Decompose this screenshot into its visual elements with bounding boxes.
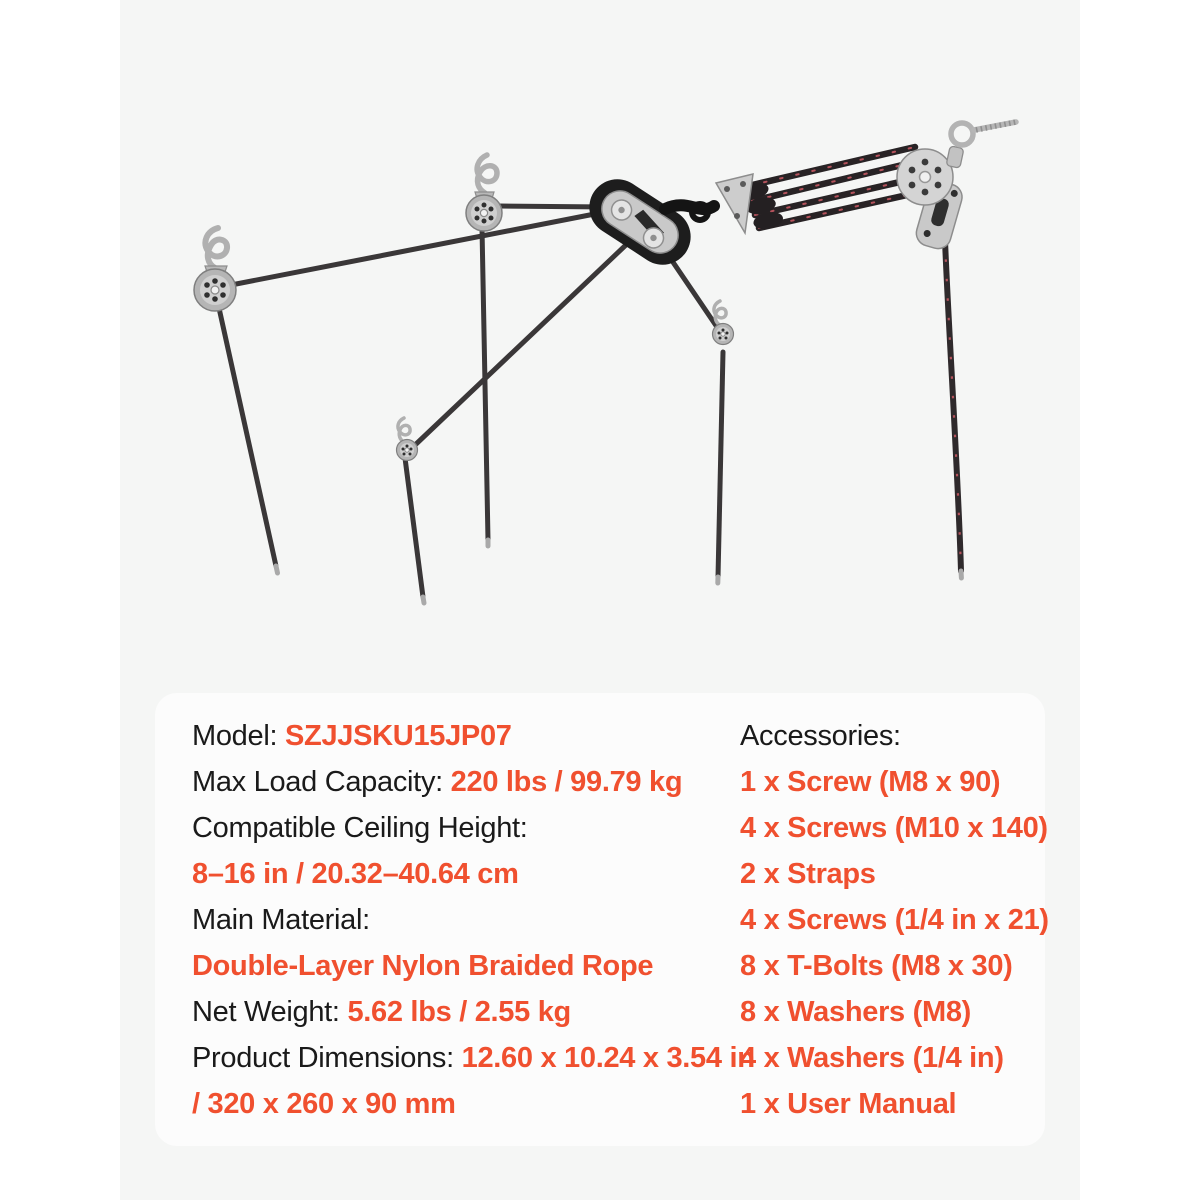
spec-label: Max Load Capacity: (192, 766, 451, 798)
spec-column-right (740, 713, 1049, 1127)
braided-rope-icon (945, 240, 961, 578)
spec-value: 5.62 lbs / 2.55 kg (347, 996, 571, 1028)
rope-lock-device-icon (579, 169, 714, 276)
spec-line (192, 943, 732, 989)
spec-line (740, 989, 1040, 1035)
spec-line (740, 713, 1040, 759)
spec-line (192, 897, 732, 943)
spec-line (740, 1035, 1040, 1081)
spec-label: Main Material: (192, 904, 370, 936)
spec-line (740, 943, 1040, 989)
spec-value: SZJJSKU15JP07 (285, 720, 512, 752)
left-hook-pulley-icon (194, 228, 236, 311)
spec-line (192, 805, 732, 851)
spec-line (192, 989, 732, 1035)
spec-line (192, 1035, 755, 1081)
spec-value: / 320 x 260 x 90 mm (192, 1088, 456, 1120)
spec-column-left (192, 713, 755, 1127)
spec-value: 1 x User Manual (740, 1088, 957, 1120)
spec-line (192, 713, 732, 759)
spec-value: 8 x T-Bolts (M8 x 30) (740, 950, 1013, 982)
small-hook-pulley-left-icon (397, 418, 418, 461)
spec-card (155, 693, 1049, 1146)
spec-label: Compatible Ceiling Height: (192, 812, 528, 844)
spec-value: 4 x Screws (M10 x 140) (740, 812, 1048, 844)
spec-value: Double-Layer Nylon Braided Rope (192, 950, 654, 982)
spec-line (740, 1081, 1040, 1127)
spec-line (740, 805, 1048, 851)
small-hook-pulley-right-icon (713, 301, 734, 345)
eye-screw-icon (946, 122, 1016, 168)
spec-value: 220 lbs / 99.79 kg (450, 766, 683, 798)
spec-value: 8–16 in / 20.32–40.64 cm (192, 858, 519, 890)
spec-value: 2 x Straps (740, 858, 876, 890)
spec-line (740, 759, 1040, 805)
spec-value: 1 x Screw (M8 x 90) (740, 766, 1001, 798)
spec-line (740, 897, 1049, 943)
spec-label: Net Weight: (192, 996, 348, 1028)
spec-label: Model: (192, 720, 285, 752)
spec-value: 4 x Screws (1/4 in x 21) (740, 904, 1049, 936)
spec-value: 8 x Washers (M8) (740, 996, 972, 1028)
spec-value: 4 x Washers (1/4 in) (740, 1042, 1004, 1074)
rope-tip-icon (276, 540, 718, 603)
spec-line (192, 851, 732, 897)
spec-value: 12.60 x 10.24 x 3.54 in (461, 1042, 755, 1074)
spec-line (192, 759, 732, 805)
braided-rope-icon (219, 206, 723, 597)
spec-line (192, 1081, 732, 1127)
spec-label: Accessories: (740, 720, 901, 752)
center-hook-pulley-icon (466, 155, 502, 231)
spec-label: Product Dimensions: (192, 1042, 462, 1074)
spec-line (740, 851, 1040, 897)
